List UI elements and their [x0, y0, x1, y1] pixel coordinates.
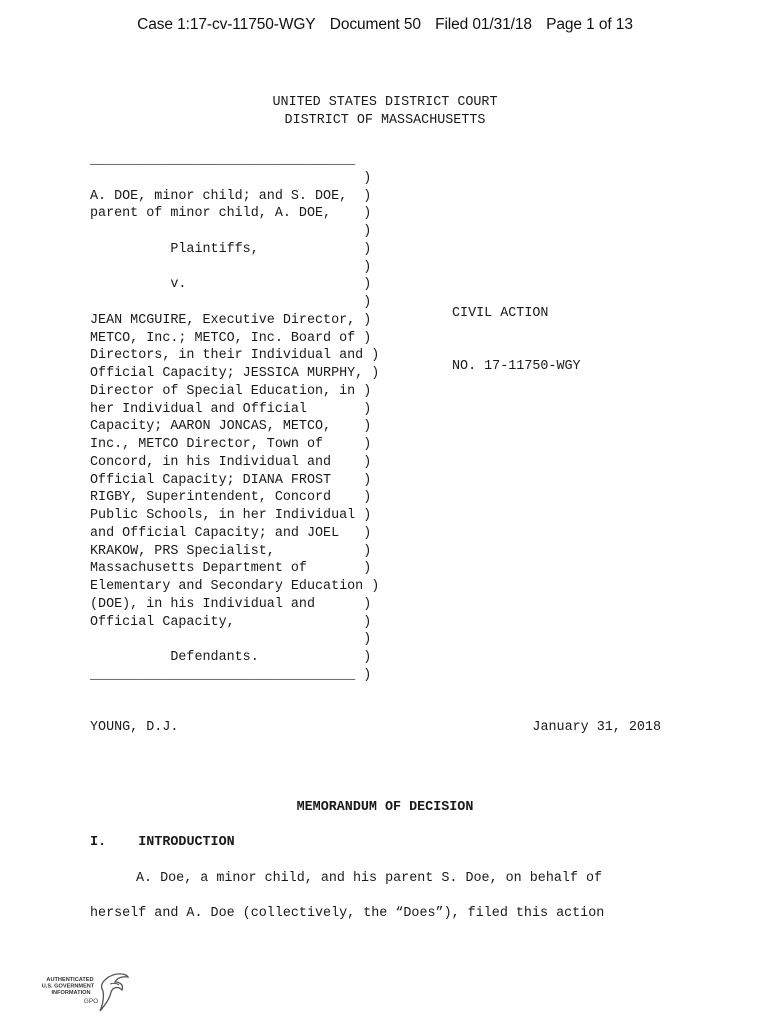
document-number: Document 50 [329, 16, 421, 33]
gpo-logo-line-2: U.S. GOVERNMENT [41, 983, 95, 990]
section-heading [90, 834, 235, 852]
civil-action-number: NO. 17-11750-WGY [452, 358, 581, 374]
gpo-authentication-logo [40, 970, 132, 1018]
eagle-feather-icon [110, 983, 119, 985]
court-name-line-2: DISTRICT OF MASSACHUSETTS [284, 112, 486, 128]
decision-date: January 31, 2018 [532, 720, 661, 735]
body-text-line-1: A. Doe, a minor child, and his parent S. Doe, on behalf of [136, 871, 603, 886]
eagle-icon [100, 974, 128, 1011]
court-name [0, 94, 770, 129]
gpo-logo-mark: GPO [83, 998, 99, 1005]
judge-name: YOUNG, D.J. [90, 720, 179, 735]
filed-date: Filed 01/31/18 [435, 16, 532, 33]
civil-action-label: CIVIL ACTION [452, 305, 549, 321]
case-header [0, 16, 770, 34]
section-number: I. [90, 835, 107, 850]
gpo-logo-line-1: AUTHENTICATED [46, 977, 94, 983]
section-title: INTRODUCTION [138, 835, 235, 850]
gpo-logo-line-3: INFORMATION [51, 990, 91, 996]
case-caption: _________________________________ ) A. DOE, minor child; and S. DOE, ) parent of minor child, A. DOE, ) ) Plaintiffs, ) ) v. ) ) JEAN MCGUIRE, Executive Director, ) METCO, Inc.; METCO, Inc. Board of ) Directors, in their Individual and ) Official Capacity; JESSICA MURPHY, ) Director of Special Education, in ) her Individual and Official ) Capacity; AARON JONCAS, METCO, ) Inc., METCO Director, Town of ) Concord, in his Individual and ) Official Capacity; DIANA FROST ) RIGBY, Superintendent, Concord ) Public Schools, in her Individual ) and Official Capacity; and JOEL ) KRAKOW, PRS Specialist, ) Massachusetts Department of ) Elementary and Secondary Education ) (DOE), in his Individual and ) Official Capacity, ) ) Defendants. ) _________________________________ ) [90, 153, 380, 683]
document-title: MEMORANDUM OF DECISION [296, 800, 474, 815]
court-name-line-1: UNITED STATES DISTRICT COURT [272, 95, 498, 110]
case-number: Case 1:17-cv-11750-WGY [137, 16, 316, 33]
page-number: Page 1 of 13 [546, 16, 633, 33]
body-text-line-2: herself and A. Doe (collectively, the “Does”), filed this action [90, 906, 605, 921]
civil-action-block [452, 269, 581, 393]
